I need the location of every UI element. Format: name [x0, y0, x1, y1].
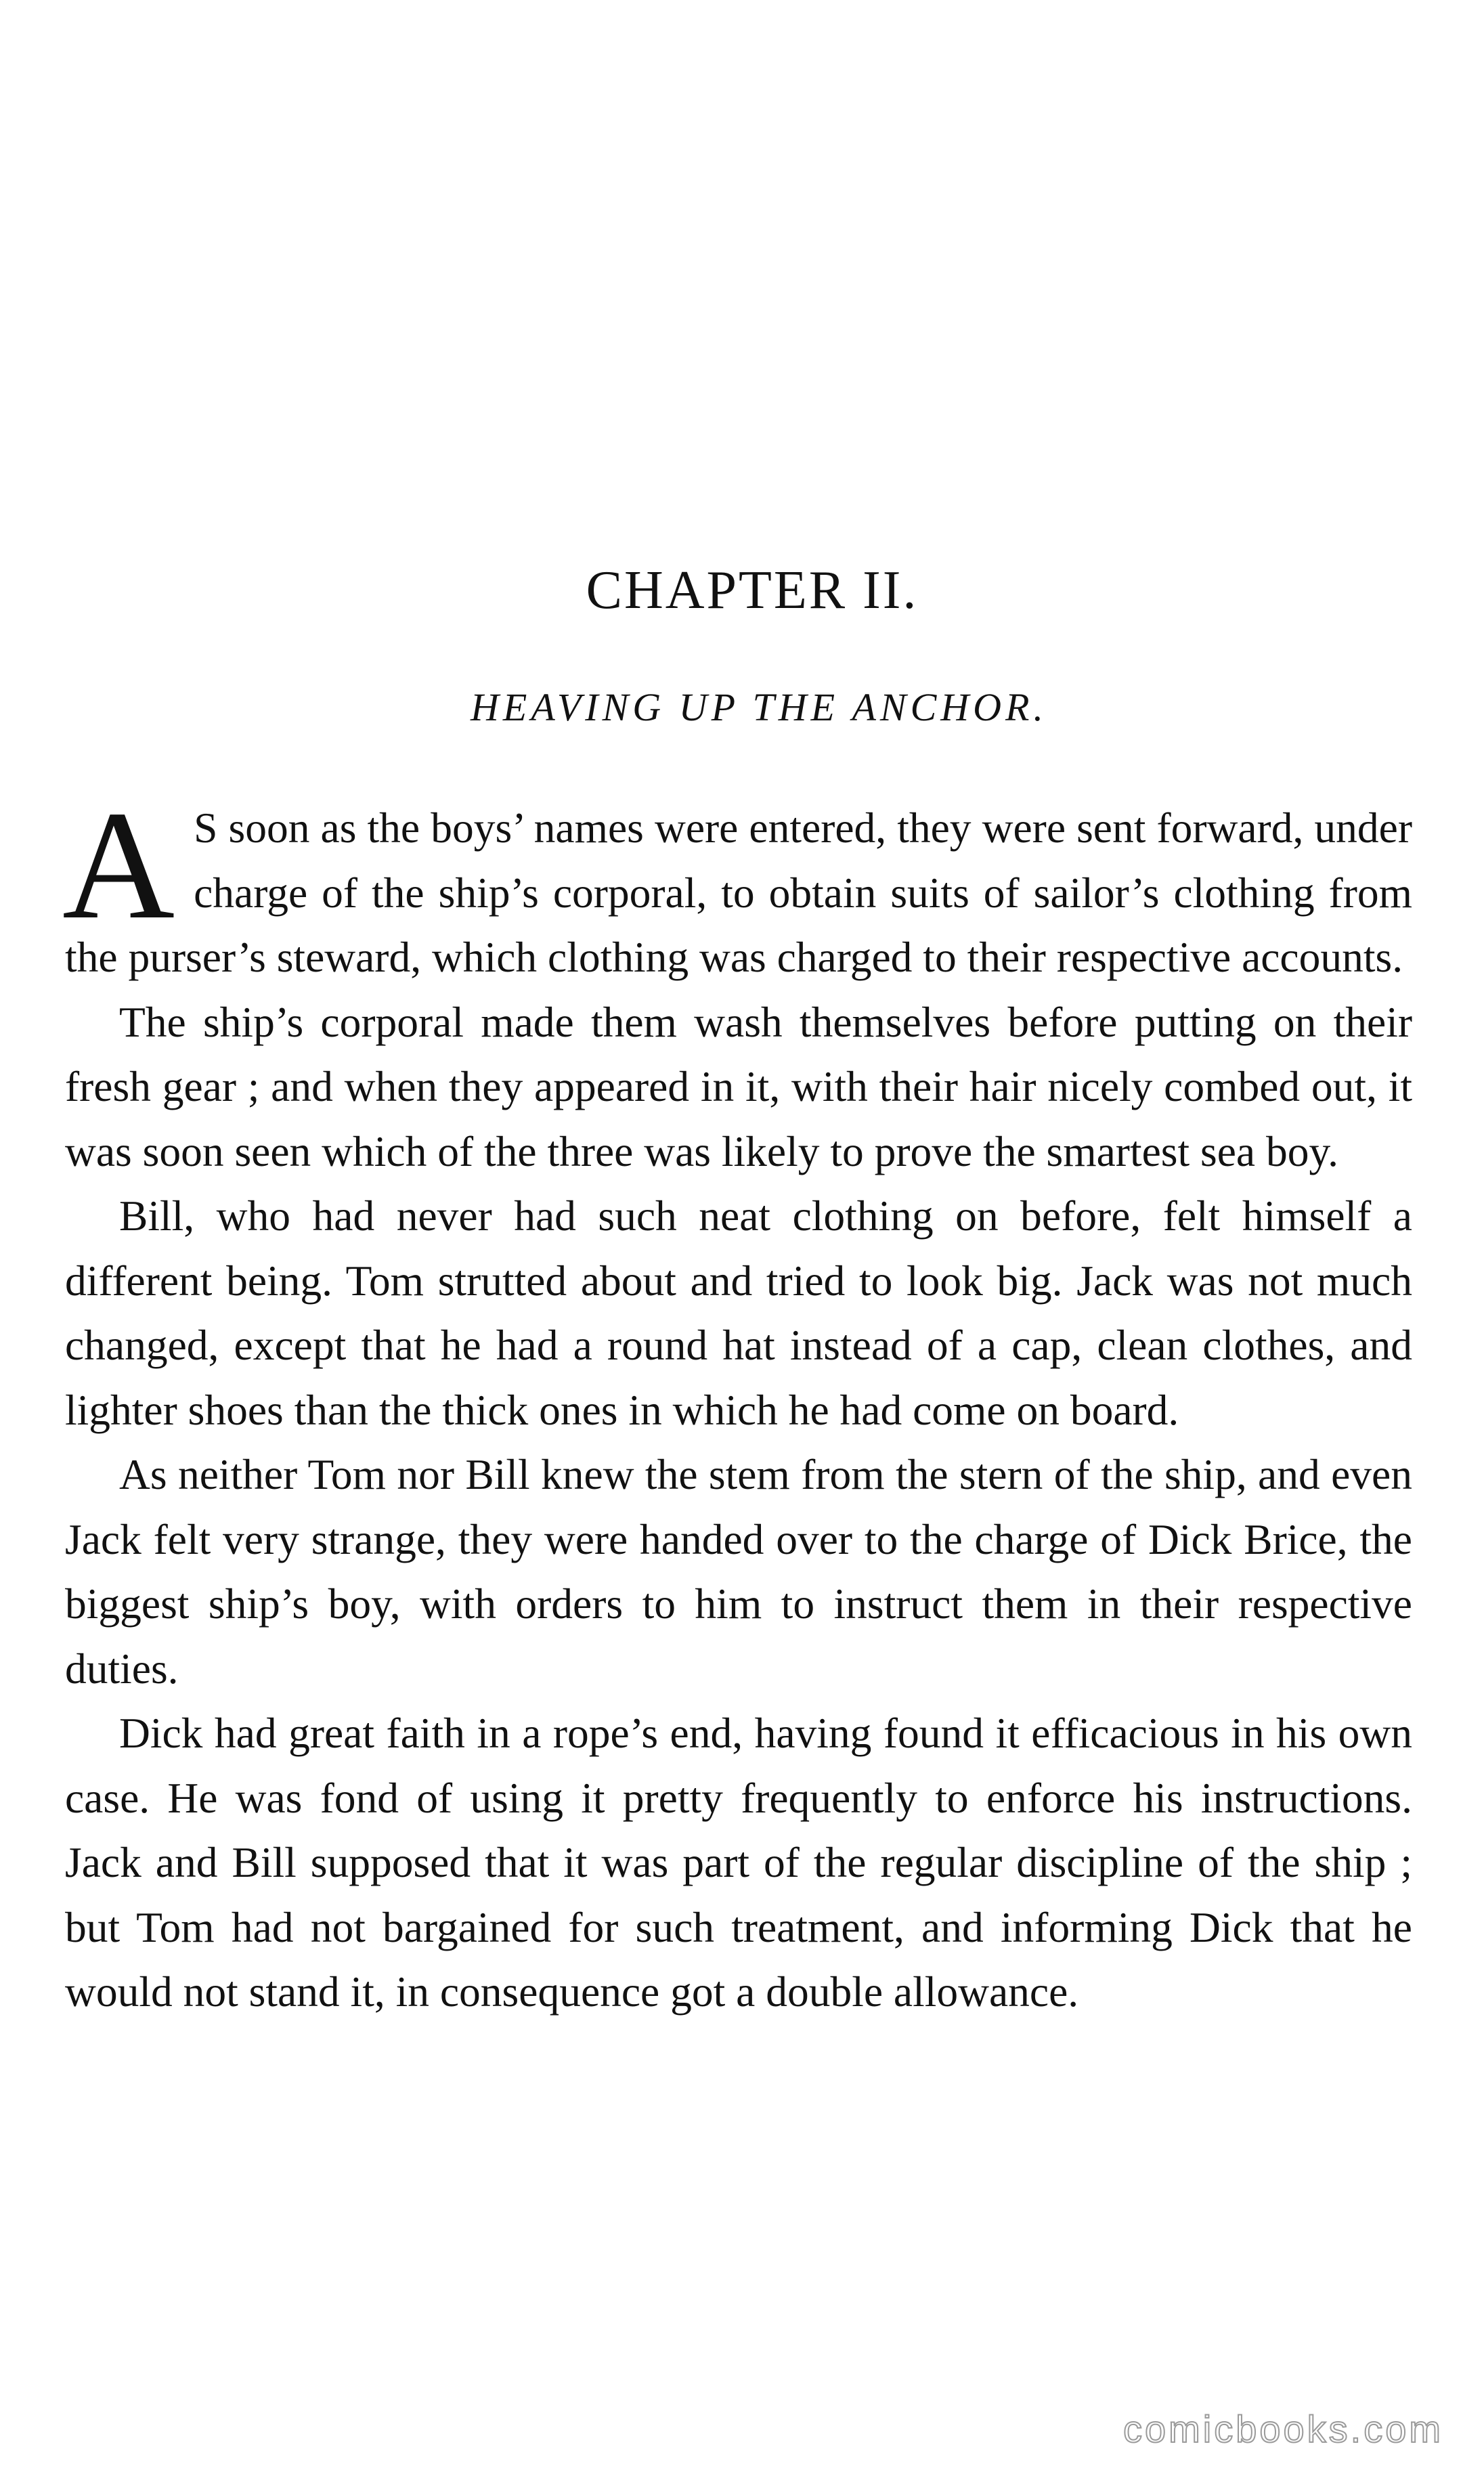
chapter-subtitle: HEAVING UP THE ANCHOR. — [471, 685, 1047, 729]
paragraph-1-text: S soon as the boys’ names were entered, they were sent forward, under charge of the ship’s corporal, to obtain suits of sailor’s clothing from the purser’s steward, which clothing was charged to their respective accounts. — [65, 804, 1412, 981]
paragraph-4: As neither Tom nor Bill knew the stem from the stern of the ship, and even Jack felt very strange, they were handed over to the charge of Dick Brice, the biggest ship’s boy, with orders to him to instruct them in their respective duties. — [65, 1450, 1412, 1693]
paragraph-5: Dick had great faith in a rope’s end, having found it efficacious in his own case. He was fond of using it pretty frequently to enforce his instructions. Jack and Bill supposed that it was part of the regular discipline of the ship ; but Tom had not bargained for such treatment, and informing Dick that he would not stand it, in consequence got a double allowance. — [65, 1709, 1412, 2016]
paragraph-1 — [62, 779, 1412, 990]
chapter-heading: CHAPTER II. — [586, 561, 919, 620]
paragraph-3: Bill, who had never had such neat clothing on before, felt himself a different being. Tom strutted about and tried to look big. Jack was not much changed, except that he had a round hat instead of a cap, clean clothes, and lighter shoes than the thick ones in which he had come on board. — [65, 1192, 1412, 1434]
watermark: comicbooks.com — [1122, 2408, 1443, 2450]
paragraph-2: The ship’s corporal made them wash themselves before putting on their fresh gear ; and when they appeared in it, with their hair nicely combed out, it was soon seen which of the three was likely to prove the smartest sea boy. — [65, 997, 1412, 1175]
drop-cap: A — [62, 779, 175, 951]
chapter-body — [62, 779, 1412, 2024]
